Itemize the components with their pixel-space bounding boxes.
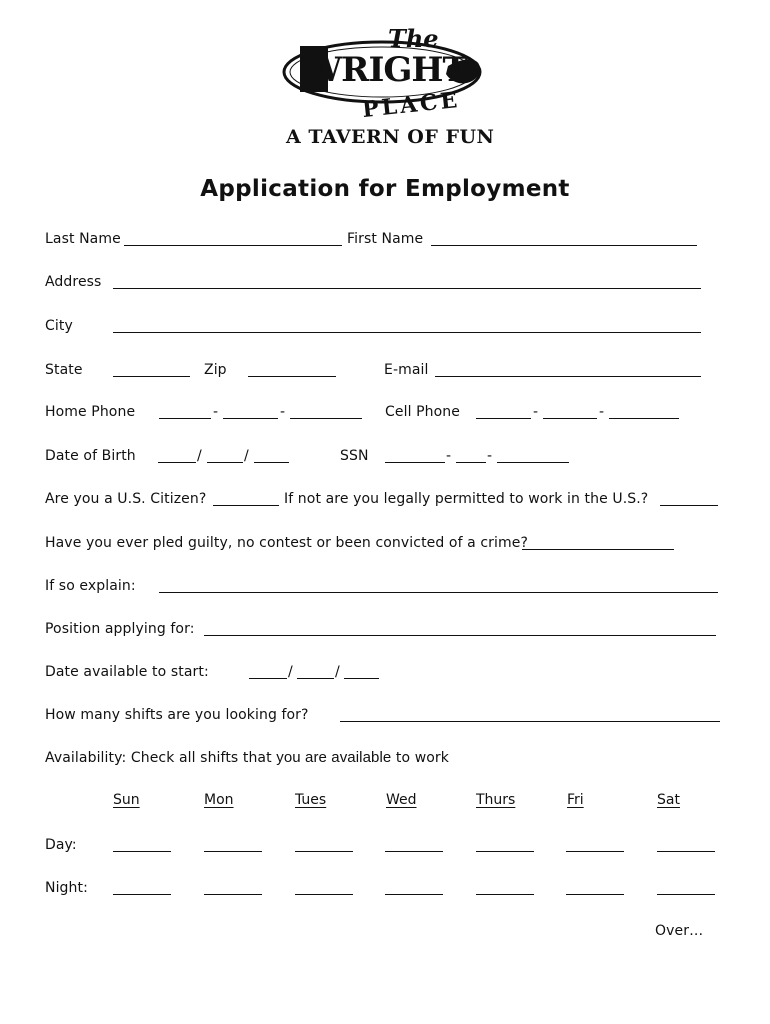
night-shift-label: Night: xyxy=(45,880,88,896)
home-phone-label: Home Phone xyxy=(45,404,136,420)
citizen-field[interactable] xyxy=(213,505,279,506)
night-shift-sat-field[interactable] xyxy=(657,894,715,895)
logo-wright-text: WRIGHT xyxy=(304,50,467,90)
explain-label: If so explain: xyxy=(45,578,136,594)
cell-phone-label: Cell Phone xyxy=(385,404,460,420)
logo-place-text: PLACE xyxy=(360,86,462,124)
dob-slash-1: / xyxy=(197,448,202,464)
day-header-sun: Sun xyxy=(113,792,140,808)
start-month-field[interactable] xyxy=(249,678,287,679)
dob-slash-2: / xyxy=(244,448,249,464)
start-slash-1: / xyxy=(288,664,293,680)
dob-day-field[interactable] xyxy=(207,462,243,463)
availability-emphasis: you are available xyxy=(276,749,392,766)
day-shift-sun-field[interactable] xyxy=(113,851,171,852)
logo-the-text: The xyxy=(388,24,439,53)
shifts-label: How many shifts are you looking for? xyxy=(45,707,309,723)
day-header-wed: Wed xyxy=(386,792,417,808)
permitted-field[interactable] xyxy=(660,505,718,506)
cell-phone-dash-2: - xyxy=(599,404,605,420)
night-shift-tues-field[interactable] xyxy=(295,894,353,895)
night-shift-mon-field[interactable] xyxy=(204,894,262,895)
address-label: Address xyxy=(45,274,102,290)
first-name-field[interactable] xyxy=(431,245,697,246)
zip-field[interactable] xyxy=(248,376,336,377)
ssn-label: SSN xyxy=(340,448,369,464)
first-name-label: First Name xyxy=(347,231,424,247)
state-field[interactable] xyxy=(113,376,190,377)
start-date-label: Date available to start: xyxy=(45,664,209,680)
night-shift-wed-field[interactable] xyxy=(385,894,443,895)
position-field[interactable] xyxy=(204,635,716,636)
day-header-fri: Fri xyxy=(567,792,584,808)
cell-phone-prefix-field[interactable] xyxy=(543,418,597,419)
day-shift-label: Day: xyxy=(45,837,77,853)
day-shift-thurs-field[interactable] xyxy=(476,851,534,852)
cell-phone-area-field[interactable] xyxy=(476,418,531,419)
ssn-part2-field[interactable] xyxy=(456,462,486,463)
cell-phone-dash-1: - xyxy=(533,404,539,420)
page-title: Application for Employment xyxy=(200,176,570,202)
day-header-mon: Mon xyxy=(204,792,234,808)
email-field[interactable] xyxy=(435,376,701,377)
permitted-label: If not are you legally permitted to work in the U.S.? xyxy=(284,491,649,507)
citizen-label: Are you a U.S. Citizen? xyxy=(45,491,207,507)
home-phone-dash-1: - xyxy=(213,404,219,420)
cell-phone-line-field[interactable] xyxy=(609,418,679,419)
over-note: Over… xyxy=(655,923,704,939)
zip-label: Zip xyxy=(204,362,227,378)
day-shift-wed-field[interactable] xyxy=(385,851,443,852)
crime-label: Have you ever pled guilty, no contest or been convicted of a crime? xyxy=(45,535,529,551)
ssn-dash-1: - xyxy=(446,448,452,464)
day-shift-sat-field[interactable] xyxy=(657,851,715,852)
tavern-logo xyxy=(270,14,510,164)
logo-tagline: A TAVERN OF FUN xyxy=(286,126,495,148)
availability-lead: Availability: Check all shifts that xyxy=(45,750,277,766)
last-name-field[interactable] xyxy=(124,245,342,246)
night-shift-thurs-field[interactable] xyxy=(476,894,534,895)
home-phone-dash-2: - xyxy=(280,404,286,420)
dob-month-field[interactable] xyxy=(158,462,196,463)
day-shift-tues-field[interactable] xyxy=(295,851,353,852)
day-shift-fri-field[interactable] xyxy=(566,851,624,852)
start-year-field[interactable] xyxy=(344,678,379,679)
night-shift-sun-field[interactable] xyxy=(113,894,171,895)
start-slash-2: / xyxy=(335,664,340,680)
ssn-part3-field[interactable] xyxy=(497,462,569,463)
availability-tail: to work xyxy=(391,750,449,766)
day-header-sat: Sat xyxy=(657,792,680,808)
shifts-field[interactable] xyxy=(340,721,720,722)
day-shift-mon-field[interactable] xyxy=(204,851,262,852)
state-label: State xyxy=(45,362,83,378)
position-label: Position applying for: xyxy=(45,621,195,637)
last-name-label: Last Name xyxy=(45,231,121,247)
city-label: City xyxy=(45,318,73,334)
ssn-part1-field[interactable] xyxy=(385,462,445,463)
home-phone-line-field[interactable] xyxy=(290,418,362,419)
home-phone-area-field[interactable] xyxy=(159,418,211,419)
ssn-dash-2: - xyxy=(487,448,493,464)
dob-year-field[interactable] xyxy=(254,462,289,463)
day-header-tues: Tues xyxy=(295,792,327,808)
crime-field[interactable] xyxy=(522,549,674,550)
night-shift-fri-field[interactable] xyxy=(566,894,624,895)
availability-label xyxy=(45,749,449,767)
city-field[interactable] xyxy=(113,332,701,333)
address-field[interactable] xyxy=(113,288,701,289)
email-label: E-mail xyxy=(384,362,429,378)
home-phone-prefix-field[interactable] xyxy=(223,418,278,419)
explain-field[interactable] xyxy=(159,592,718,593)
start-day-field[interactable] xyxy=(297,678,334,679)
dob-label: Date of Birth xyxy=(45,448,136,464)
day-header-thurs: Thurs xyxy=(476,792,516,808)
